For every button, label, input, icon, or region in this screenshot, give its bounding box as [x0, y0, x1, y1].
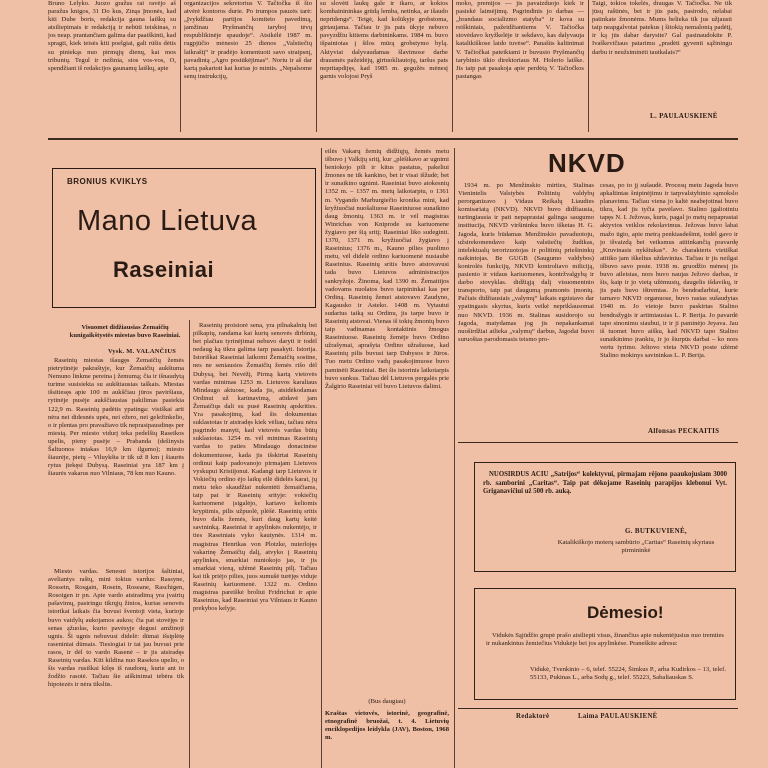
- attention-body: [486, 632, 724, 662]
- epigraph-signature: Vysk. M. VALANČIUS: [108, 348, 177, 355]
- top-column-5-text: Taigi, tokios tokelės, draugas V. Tačiočka. Ne tik jūsų raštinės, bet ir jūs pats, pasirodo, nelabai patinkate žmonėms. Mums belieka tik jus užjausti taip neapgalvotai patekus į šitokią nemalonią padėtį, ir ką jūs dabar darysite? Gal pasinaudokite P. Ivaškevičiaus patarimu „pradėti gyventi sąžiningu darbu ir neužsiminėti tautkalais?“: [592, 0, 732, 56]
- attention-title: Dėmesio!: [587, 603, 664, 622]
- top-column-2-text: organizacijos sekretorius V. Tačiočka iš šio atvėrė kontoros durie. Po trumpos pauzės tarė: „Įvykdžiau partijos komiteto pavedimą, įamžinau Pryšmančių taryboj tėvų respublikinėje spaudoje“. Atsikėlė 1987 m. rugpjūčio mėnesio 25 dienos „Valstiečių laikraštį“ ir pradėjo komentuoti savo straipsnį, pavadintą „Agro postūkėjimas“. Noriu ir aš dar kartą pakartoti kai kurias jo mintis. „Nepalsome senų instrukcijų,: [184, 0, 312, 80]
- top-column-2: [184, 0, 312, 132]
- continued-note: (Bus daugiau): [368, 698, 406, 705]
- column-divider: [316, 0, 317, 132]
- footer-rule: [458, 708, 738, 709]
- editor-name: Laima PAULAUSKIENĖ: [578, 713, 658, 720]
- column-divider: [452, 0, 453, 132]
- column-divider: [454, 148, 455, 768]
- nkvd-column-1: [458, 182, 594, 440]
- gratitude-notice-text: NUOSIRDUS ACIU „Satrijos“ kolektyvui, pirmajam rėjono paaukojusiam 3000 rb. samborini „Caritas“. Taip pat dėkojame Raseinių parapijos klebonui Vyt. Griganavičiui už 500 rb. auką.: [483, 471, 727, 496]
- column-divider: [321, 148, 322, 768]
- epigraph-text: Visuomet didžiausias Žemaičių kunigaikštystės miestas buvo Raseiniai.: [69, 324, 181, 340]
- section-rule: [458, 442, 738, 443]
- gratitude-notice-box: [474, 462, 736, 572]
- column-divider: [180, 0, 181, 132]
- attention-body-text: Vidukės Sąjūdžio grupė prašo atsiliepti visus, žinančius apie nukentėjusius nuo tremties ir nukankintus žemiečius Vidukėje bei jos apylinkėse. Praneškite adresu:: [486, 632, 724, 648]
- article-column-a: [48, 357, 184, 565]
- section-rule: [48, 138, 738, 140]
- article-column-a-text: Raseinių miestas išaugęs Žemaičių žemės pietrytinėje pakraštyje, kur Žemaičių aukštuma Nemuno linkme pereina į žemumą; čia ir išnaudytą turime susisiekta su aukštiausias taškais. Miestas išsitiesęs apie 100 m aukščiau jūros paviršiaus, rytinėje pusėje aukščiausias pakilimas pasiekia 122,9 m. Raseinių padėtis ypatinga: visiškai arti nėra nei didesnės upės, nei ežero, nei geležinkelio, o ir plentas pro pravažiavo tik neprasipausdinęs per miestą. Per miesto vidurį teka pedelšių Raseikos upelis, pieny pusėje – Prabanda (dešinysis Šaltuonos intakas 16,9 km ilgumo); miesto šiaurėje, pietų – Viluykšta ir tik už 8 km į šiaurės rytus įtekęsi Dubysą. Raseiniai yra 187 km į šiaurės vakarus nuo Vilniaus, 78 km nuo Kauno.: [48, 357, 184, 478]
- nkvd-column-2: [600, 182, 738, 422]
- article-column-a2: [48, 568, 184, 768]
- nkvd-column-1-text: 1934 m. po Menžinskio mirties, Stalinas Vienintelis Valstybės Politinių valdybų perorganizavo į Vidaus Reikalų Liaudies komisariatą (NKVD). NKVD buvo didžiausia, turtingiausia ir pati nepaprastai galinga saugumo institucija, NKVD viršininku buvo išketas H. G. Jagoda, kuris būdamas Menžinskio pavaduotoju, užsirekomendavo kaip valstiečių žudikas, intelektualų terorizuotojas ir politinių priešininkų naikintojas. Be GUGB (Saugumo valdybos) kontrolės funkcijų, NKVD kontroliavo miliciją, pasienio ir vidaus kariuomenes, kontržvalgybą ir darbo stovyklas. didžiąją dalį visuomeninio transporto, taip pat daugumą pramonės įmonių. Pačiais didžiausiais „valymų“ laikais egzistavo dar ypatingasis skyrius, kuris veikė nepriklausomai nuo NKVD. 1936 m. Stalinas susidorojo su Jagoda, matydamas jog jis nepakankamai nuoširdžiai atlieka „valymų“ darbus, Jagodai buvo suruoštas parodomasis teismo pro-: [458, 182, 594, 343]
- article-column-b-text: Raseinių proistorė sena, yra pilnakalnių bei pilkapių, randama kai kurių senovės dirbinių, bet plačiau tyrinėjimai nebuvo daryti ir todėl nedaug ką tikra galima tarp pasakyti. Istorija. Istoriškai Raseiniai laikomi Žemaičių sostine, nes ne seniausios Žemaičių žemės rišo dėl Dubysą, bet Nevėžį, Pirmą kartą vietovės vardas minimas 1253 m. Lietuvos karaliaus Mindaugo aktuose, kada jis, atsidėkodamas Ordinui už karūnavimą, atidavė jam Žemaičiųs dali su pusė Raseinių apskrities. Yra pasakojimų, kad šis dokumentas suklastotas ir atsiradęs kiek vėliau, tačiau nėra pagrindo manyti, kad vietovės vardas būtų suklastotas. 1254 m. vėl minimas Raseinių vardas to paties Mindaugo donacinėse dokumentuose, kada jis išskirtai Raseinių ordinui kaip padovanojo pirmajam Lietuvos vyskupui Kristijonui. Kadangi tarp Lietuvos ir Vokiečių ordino ėjo laikų eilė didelės karai, jų metu teko skaudžiai nukentėti žemaičiams, taip pat ir Raseinių srityje: vokiečių kariuomenė įsigalėjo, kariavo keliomis kryptimis, pilis užpuolė, plėšė. Raseinių sritis buvo dalis žemės, kuri daug kartų keitė savininką. Raseiniai ir apylinkės nukentėjo, ir ties Raseiniais vyko kautynės. 1314 m. magistras Henrikas von Plotzke, nuterlojęs vakarinę Žemaičių dalį, atvyko į Raseinių apylinkes, smarkiai nuniokojo jas, ir jis smarkiai vieną, užėmė Raseinių pilį. Tačiau kai tik priėjo pilies, juos sumušė turėjęs viduje Raseinių kariuomenė. 1322 m. Ordino magistras pareiškė broliui Fridrichui ir apie Raseinius, kad Raseiniai yra Vilniaus ir Kauno prekybos kelyje.: [193, 322, 317, 613]
- top-column-4: [456, 0, 584, 132]
- article-subtitle: Raseiniai: [113, 257, 215, 282]
- top-column-3: [320, 0, 448, 132]
- epigraph: [66, 324, 184, 346]
- article-source-text: Kraštas vietovės, istorinė, geografinė, etnografinė bruožai, t. 4. Lietuvių enciklopedijos leidykla (JAV), Boston, 1968 m.: [325, 710, 449, 742]
- gratitude-notice-role-text: Katalikiškojo moterų sambūrio „Caritas“ Raseinių skyriaus pirmininkė: [557, 539, 715, 555]
- article-source: [325, 710, 449, 750]
- attention-address: [530, 666, 726, 694]
- article-column-c-text: eilės Vakarų žemių didžiųjų, žemės metu išbuvo į Valkijų sritį, kur „plėšikavo ar ugnimi beniokojo pili ir kitus pastatus, pakeliui žmones ne tik kankino, bet ir visai išžudė; bet ir sunaikino ugnimi. Raseiniai buvo atokesnių 1352 m. – 1357 m. metų laikotarpiu, o 1361 m. Vygando Marburgiečio kronika mini, kad kryžiuočiai nuošaliuose Raseiniuose sunaikino daug žmonių. 1363 m. ir vėl magistras Winrichas von Kniprode su kariuomene žygiavo per šią sritį; Raseiniai liko sudeginti. 1370, 1371 m. kryžiuočiai žygiavo į Raseinius; 1376 m., Kauno pilies puolimo metu, vėl didelė ordino kariuomenė nusiaubė Raseinius. Raseinių sritis buvo atstovavusi tada buvo Lietuvos administracijos sankryžoje. Žinoma, kad 1390 m. Žemaitijos vadovams nuolatos buvo tarpininkai kas per Ordiną. Raseinių žemei atstovavo Zaudyno, Kagausko ir Asteko. 1408 m. Vytautui sudarius taiką su Ordinu, jis tarpe buvo ir Raseinių atstovai. Vienas iš tokių žmonių buvo taip vadinamas kontaktinis žmogus Raseiniuose. Raseinių žemėje buvo Ordino užrašymai, aprašyta Ordino užrašuose, kad Raseinių pilis buvusi tarp Dubysos ir Jūros. Tuo metu Ordino vadų pasakojimuose buvo paminėti Raseiniai. Bet šis istorinis laikotarpis buvo sunkus. Tačiau dėl Lietuvos pergalės prie Žalgirio Raseiniai vėl buvo Lietuvos dalimi.: [325, 148, 449, 390]
- article-author: BRONIUS KVIKLYS: [67, 177, 148, 186]
- top-column-5: [592, 0, 732, 108]
- article-title-box: [52, 168, 316, 308]
- article-column-b: [193, 322, 317, 768]
- top-signature: L. PAULAUSKIENĖ: [650, 112, 718, 120]
- article-column-c-note: [325, 698, 449, 708]
- article-column-c: [325, 148, 449, 696]
- nkvd-title: NKVD: [548, 148, 626, 178]
- column-divider: [588, 0, 589, 132]
- gratitude-notice-signature: G. BUTKUVIENĖ,: [625, 527, 687, 535]
- article-column-a2-text: Miesto vardas. Senesni istorijos šaltiniai, aveliantys raštų, mini tokius vardus: Rassyne, Rossein, Rosgain, Rosein, Roseane, Raschigen, Rosoigen ir pn. Apie vardo atsiradimą yra įvairių pašavimų, pasiringu tikrųjų žinios, kurias senovės istorikai laikais čia buvusi šventoji vieta, kurioje buvo vaidylų aukojamos aukos; čia pat stovėjęs ir senas ąžuolas, kurio pavėsyje degusi amžinoji ugnis. Ši ugnis nebuvusi didelė: dūmai išsiplėtę raseniniai dūmais. Tiesiogiai ir tai jau buvusi prie rasos, ir dėl to vardo Rasenė – ir jis atsiradęs Raseinių vardas. Kiti kildina nuo Rasekos upelio, o šis vardas rusiškai kilęs iš raudonų, kurie ant to žodžio rasotė. Tačiau šie aiškinimai tebėra tik hipotezės ir nėra tikslūs.: [48, 568, 184, 689]
- top-column-3-text: su slovėti laukų gale ir ikaro, ar kokios kombainininkas grūdą lemba, netinka, ar išaudo nepridengs“. Teigė, kad kolūkyje grobstoma, girtaujama. Tačiau ir jis pats ūkyje nebuvo pavyzdžiu kitiems darbininkams. 1984 m. buvo išpainiotas į šilos mūrą grobstymo bylą. Aktyviai dalyvaudamas šlavimose darbe drausmės pažeidėjų, girtuokliautojų, taršus pats nepritapdijęs, kad 1985 m. gegužės mėnesį garnis volojosi Pryš: [320, 0, 448, 80]
- top-column-1-text: Bruno Lelyko. Juozo gražus rai ravėjo aš paražus knigos, 31 Do kus, Zinąs Įmonės, kad kiti Dube boris, redakcija gauna laiškų su atsiliepimais ir redakciją ir nebūti teiskinas, o jos neap. prantančiam galima dar paaiškinti, kad spragti, kiek teisės kiti poelgiai, gali rūšis dėtis su piniekąs nuo pirmųjų dienų, kai mos tribunių. Tegul ir nežinia, sios vos-vos, O, spendžiant iš redakcijos gaunamų laiškų, apie: [48, 0, 176, 72]
- gratitude-notice-body: [483, 471, 727, 517]
- top-column-1: [48, 0, 176, 132]
- column-divider: [189, 320, 190, 768]
- gratitude-notice-role: [545, 539, 727, 565]
- article-title: Mano Lietuva: [77, 205, 258, 237]
- nkvd-signature: Alfonsas PECKAITIS: [648, 427, 720, 435]
- attention-address-text: Vidukė, Tvenkinio – 6, telef. 55224, Šimkus P., arba Kudirkos – 13, telef. 55133, Pukinas L., arba Sodų g., telef. 55223, Sabaliauskas S.: [530, 666, 726, 682]
- top-column-4-text: moko, premijos — jis pavaizduojo kiek ir pasiekė laimėjimų. Pagrindinis jo darbas — „brandaus socializmo statyba“ ir kova su reiškiniais, pažeidžiantiems V. Tačiočka stovėdavo kryžkelėje ir sekdavo, kas dalyvauja katalikiškose laido tuvėse“. Panašūs kaltinimai V. Tačiočkai pateikiami ir buvusio Pryšmančių tarybinio ūkio direktoriaus M. Holerio laiške. Jis taip pat pasakoja apie perdėtą V. Tačiočkos pastangas: [456, 0, 584, 80]
- editor-label: Redaktorė: [516, 713, 550, 720]
- nkvd-column-2-text: cesas, po to jį sušaudė. Procesų metu Jagoda buvo apkaltintas šnipinėjimu ir tarpvalstybinio sąmokslo planavimu. Tačiau viena jo kaltė neabejotinai buvo tikra, kad jis tyčia pavėlavo. Stalino įgaliotiniu tapęs N. I. Ježovas, kuris, pagal jo metų nepaprastai aktyvios veiklos rekolavimus. Ježovas buvo labai mažo ūgio, apie metrą penkiasdešimt, todėl gavo ir jo išvaizdą bei veiksmus atitinkančią pravardę „Kruvinasis nykštukas“. Jo charakteris vietiškai atitiko jam iškeltus uždavinius. Tačiau ir jis neilgai išbuvo savo poste. 1938 m. gruodžio mėnesį jis buvo atleistas, nors buvo naujas Ježovo darbas, ir šis, kaip ir jo vietą užėmusių, daugelis išdavikų, ir jis pats buvo ištremtas. Jo bendradarbiai, kurie tarnavo NKVD organuose, buvo rastas sušaudytas 1940 m. Jo vietoje buvo paskirtas Stalino bendražygis ir artimiausias L. P. Berija. Jo pavardė tapo sinonimu siaubui, ir ir ji paminėjo Jeyava. Jau iš tuomet buvo aišku, kad NKVD tapo Stalino sunaikinimo įrankiu, ir jo šiurpūs darbai – ko nors vertu tyrimo. Jeltovo vieta NKVD poste užėmė Stalino mokinys savininkas L. P. Berija.: [600, 182, 738, 359]
